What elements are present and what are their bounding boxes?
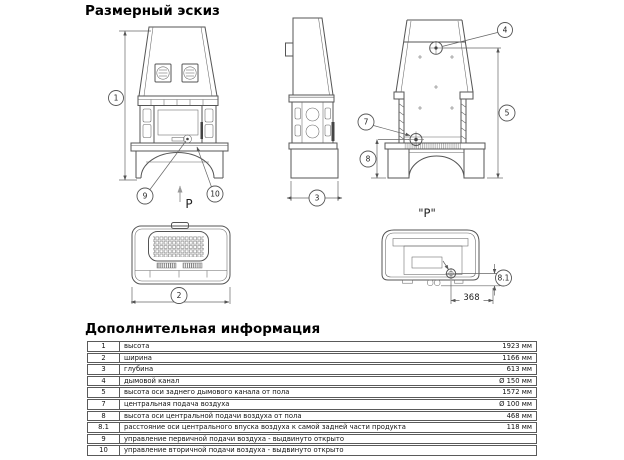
row-number: 3	[88, 365, 120, 374]
svg-text:7: 7	[363, 117, 369, 127]
row-description: высота оси заднего дымового канала от пола	[124, 388, 290, 397]
table-row	[87, 422, 537, 433]
row-description: высота оси центральной подачи воздуха от пола	[124, 411, 302, 420]
info-table	[87, 341, 537, 457]
row-number: 8.1	[88, 423, 120, 432]
side-view	[286, 18, 343, 201]
front-view	[119, 27, 228, 211]
bottom-view-p	[382, 206, 500, 304]
table-row	[87, 399, 537, 410]
row-value: 1166 мм	[502, 353, 532, 362]
callout-8-1	[496, 270, 512, 286]
page-title: Размерный эскиз	[85, 3, 220, 19]
row-value: 1923 мм	[502, 342, 532, 350]
svg-text:1: 1	[113, 93, 119, 103]
registration-marks	[418, 55, 454, 110]
table-row	[87, 387, 537, 398]
vent-grille-right	[182, 64, 198, 82]
svg-text:10: 10	[210, 189, 220, 199]
air-inlet-bottom	[446, 268, 457, 279]
back-view	[371, 20, 503, 178]
callout-9	[137, 188, 153, 204]
callout-7	[358, 114, 374, 130]
row-value: 1572 мм	[502, 388, 532, 397]
callout-4	[498, 23, 513, 38]
base-arch	[141, 153, 214, 179]
base	[131, 143, 228, 178]
p-view-label: "P"	[418, 206, 436, 220]
row-description: управление первичной подачи воздуха - выдвинуто открыто	[124, 434, 345, 443]
svg-text:5: 5	[504, 108, 510, 118]
callout-10	[207, 186, 223, 202]
dim-368-label: 368	[463, 293, 480, 303]
table-row	[87, 434, 537, 445]
p-arrow-label: P	[185, 197, 193, 211]
vent-grille-left	[155, 64, 171, 82]
svg-text:9: 9	[142, 191, 148, 201]
row-description: дымовой канал	[124, 376, 180, 385]
row-number: 5	[88, 388, 120, 397]
row-value	[528, 435, 536, 444]
table-row	[87, 341, 537, 352]
section-title: Дополнительная информация	[85, 321, 321, 337]
slot-vent-left	[157, 263, 176, 268]
callout-5	[499, 105, 515, 121]
flue-height-dimension	[442, 48, 503, 178]
side-handle	[332, 122, 335, 141]
row-description: расстояние оси центрального впуска воздуха к самой задней части продукта	[124, 423, 406, 432]
row-description: глубина	[124, 365, 154, 374]
row-value	[528, 446, 536, 455]
slot-vent-right	[183, 263, 202, 268]
table-row	[87, 445, 537, 456]
inlet-height-dimension	[371, 140, 409, 179]
top-grille	[149, 232, 209, 262]
row-number: 9	[88, 435, 120, 444]
row-description: управление вторичной подачи воздуха - выдвинуто открыто	[124, 446, 344, 455]
mantel-shelf	[138, 96, 218, 106]
callout-1	[109, 91, 124, 106]
flue-hole	[430, 42, 443, 55]
row-number: 1	[88, 342, 120, 351]
row-value: 468 мм	[506, 411, 532, 420]
table-row	[87, 353, 537, 364]
callout-8	[360, 151, 376, 167]
row-number: 10	[88, 446, 120, 455]
row-number: 4	[88, 377, 120, 386]
dim-368	[451, 281, 493, 304]
chimney-hood	[139, 27, 217, 96]
callout-2	[171, 288, 187, 304]
view-direction-arrow	[180, 186, 193, 211]
svg-text:8.1: 8.1	[497, 273, 510, 283]
row-value: 613 мм	[506, 365, 532, 374]
row-description: ширина	[124, 353, 152, 362]
row-number: 2	[88, 354, 120, 363]
door-handle	[201, 122, 204, 139]
table-row	[87, 376, 537, 387]
svg-text:3: 3	[314, 193, 320, 203]
svg-text:2: 2	[176, 291, 182, 301]
flue-collar	[286, 43, 294, 56]
row-value: Ø 150 мм	[499, 376, 532, 385]
row-description: высота	[124, 342, 150, 350]
svg-text:8: 8	[365, 154, 371, 164]
table-row	[87, 364, 537, 375]
svg-text:4: 4	[502, 25, 508, 35]
air-controls	[172, 135, 192, 143]
row-value: 118 мм	[506, 423, 532, 432]
row-description: центральная подача воздуха	[124, 399, 230, 408]
row-value: Ø 100 мм	[499, 399, 532, 408]
callout-3	[309, 190, 325, 206]
row-number: 8	[88, 412, 120, 421]
table-row	[87, 411, 537, 422]
row-number: 7	[88, 400, 120, 409]
